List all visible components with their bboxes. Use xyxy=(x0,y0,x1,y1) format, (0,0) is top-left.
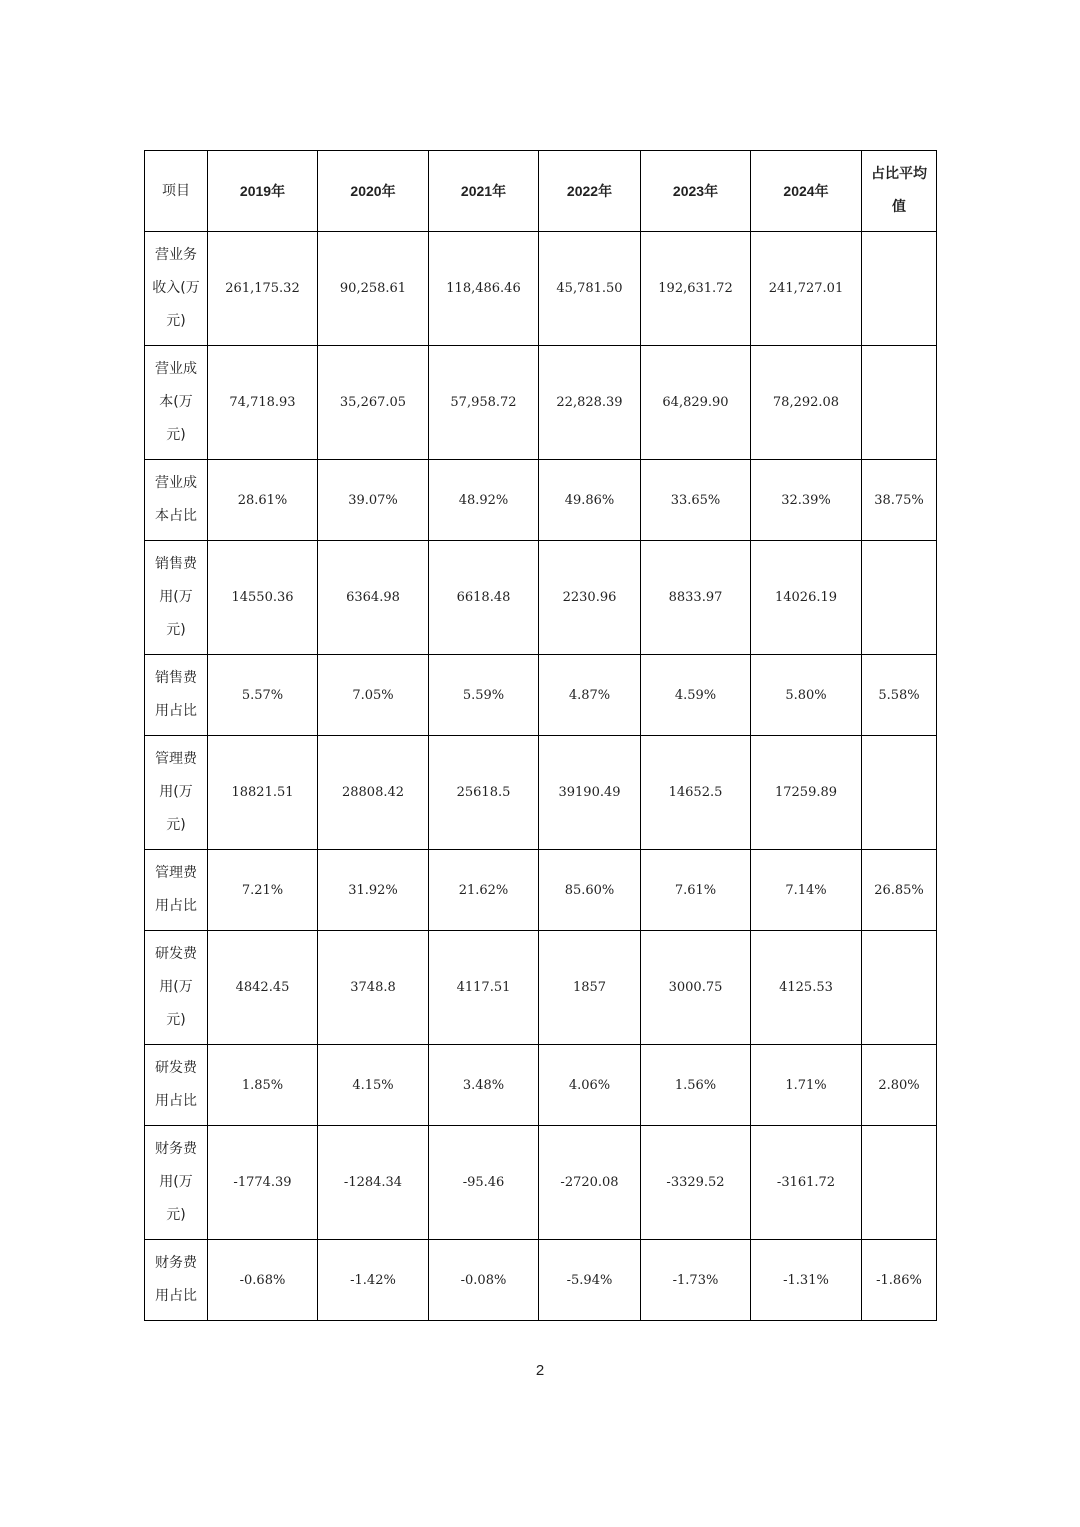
table-cell: 1.56% xyxy=(641,1045,751,1126)
table-cell: -5.94% xyxy=(539,1240,641,1321)
average-ratio-cell: 5.58% xyxy=(862,655,937,736)
table-cell: 14652.5 xyxy=(641,736,751,850)
header-average-ratio: 占比平均值 xyxy=(862,151,937,232)
header-year-2023: 2023年 xyxy=(641,151,751,232)
header-year-2024: 2024年 xyxy=(751,151,862,232)
table-row xyxy=(145,736,937,850)
table-cell: -3161.72 xyxy=(751,1126,862,1240)
average-ratio-cell: 38.75% xyxy=(862,460,937,541)
header-year-2021: 2021年 xyxy=(429,151,539,232)
row-label: 管理费用占比 xyxy=(145,850,208,931)
table-cell: 3.48% xyxy=(429,1045,539,1126)
header-year-2019: 2019年 xyxy=(208,151,318,232)
header-row xyxy=(145,151,937,232)
average-ratio-cell xyxy=(862,541,937,655)
table-cell: -1774.39 xyxy=(208,1126,318,1240)
financial-table xyxy=(144,150,937,1321)
table-cell: 7.21% xyxy=(208,850,318,931)
table-row xyxy=(145,931,937,1045)
table-row xyxy=(145,541,937,655)
table-cell: 64,829.90 xyxy=(641,346,751,460)
table-row xyxy=(145,655,937,736)
page-number: 2 xyxy=(535,1362,545,1379)
average-ratio-cell xyxy=(862,346,937,460)
table-cell: 192,631.72 xyxy=(641,232,751,346)
table-cell: -3329.52 xyxy=(641,1126,751,1240)
table-row xyxy=(145,232,937,346)
table-row xyxy=(145,850,937,931)
row-label: 财务费用占比 xyxy=(145,1240,208,1321)
table-cell: 1857 xyxy=(539,931,641,1045)
table-cell: 35,267.05 xyxy=(318,346,429,460)
row-label: 研发费用占比 xyxy=(145,1045,208,1126)
table-cell: -0.08% xyxy=(429,1240,539,1321)
table-cell: 90,258.61 xyxy=(318,232,429,346)
table-cell: 5.80% xyxy=(751,655,862,736)
header-year-2020: 2020年 xyxy=(318,151,429,232)
table-cell: 2230.96 xyxy=(539,541,641,655)
table-cell: 57,958.72 xyxy=(429,346,539,460)
table-cell: 18821.51 xyxy=(208,736,318,850)
table-cell: 241,727.01 xyxy=(751,232,862,346)
table-cell: 31.92% xyxy=(318,850,429,931)
row-label: 销售费用占比 xyxy=(145,655,208,736)
row-label: 营业务收入(万元) xyxy=(145,232,208,346)
header-item: 项目 xyxy=(145,151,208,232)
row-label: 销售费用(万元) xyxy=(145,541,208,655)
table-cell: -95.46 xyxy=(429,1126,539,1240)
average-ratio-cell: 2.80% xyxy=(862,1045,937,1126)
table-cell: 6364.98 xyxy=(318,541,429,655)
table-cell: 85.60% xyxy=(539,850,641,931)
table-cell: 7.14% xyxy=(751,850,862,931)
table-cell: 74,718.93 xyxy=(208,346,318,460)
table-cell: 4117.51 xyxy=(429,931,539,1045)
table-cell: 17259.89 xyxy=(751,736,862,850)
table-cell: 14550.36 xyxy=(208,541,318,655)
table-cell: -2720.08 xyxy=(539,1126,641,1240)
table-cell: 45,781.50 xyxy=(539,232,641,346)
table-cell: 118,486.46 xyxy=(429,232,539,346)
table-row xyxy=(145,1045,937,1126)
row-label: 管理费用(万元) xyxy=(145,736,208,850)
table-cell: 261,175.32 xyxy=(208,232,318,346)
table-cell: 1.71% xyxy=(751,1045,862,1126)
table-cell: 4.87% xyxy=(539,655,641,736)
table-cell: 28.61% xyxy=(208,460,318,541)
table-row xyxy=(145,460,937,541)
table-row xyxy=(145,1240,937,1321)
table-body xyxy=(145,232,937,1321)
table-cell: 6618.48 xyxy=(429,541,539,655)
table-cell: 14026.19 xyxy=(751,541,862,655)
table-cell: 3748.8 xyxy=(318,931,429,1045)
table-cell: 48.92% xyxy=(429,460,539,541)
table-cell: 78,292.08 xyxy=(751,346,862,460)
table-cell: 3000.75 xyxy=(641,931,751,1045)
table-row xyxy=(145,1126,937,1240)
table-cell: 28808.42 xyxy=(318,736,429,850)
table-cell: 4.59% xyxy=(641,655,751,736)
table-cell: 39.07% xyxy=(318,460,429,541)
table-cell: -1284.34 xyxy=(318,1126,429,1240)
table-cell: 4125.53 xyxy=(751,931,862,1045)
average-ratio-cell xyxy=(862,232,937,346)
table-row xyxy=(145,346,937,460)
table-cell: -1.31% xyxy=(751,1240,862,1321)
table-cell: 5.59% xyxy=(429,655,539,736)
row-label: 财务费用(万元) xyxy=(145,1126,208,1240)
table-cell: 5.57% xyxy=(208,655,318,736)
table-cell: -0.68% xyxy=(208,1240,318,1321)
table-cell: -1.73% xyxy=(641,1240,751,1321)
table-cell: 22,828.39 xyxy=(539,346,641,460)
average-ratio-cell: -1.86% xyxy=(862,1240,937,1321)
table-cell: 21.62% xyxy=(429,850,539,931)
table-cell: 39190.49 xyxy=(539,736,641,850)
average-ratio-cell xyxy=(862,931,937,1045)
average-ratio-cell: 26.85% xyxy=(862,850,937,931)
row-label: 研发费用(万元) xyxy=(145,931,208,1045)
average-ratio-cell xyxy=(862,1126,937,1240)
table-cell: 49.86% xyxy=(539,460,641,541)
table-cell: 32.39% xyxy=(751,460,862,541)
table-cell: -1.42% xyxy=(318,1240,429,1321)
table-cell: 4842.45 xyxy=(208,931,318,1045)
table-cell: 4.06% xyxy=(539,1045,641,1126)
header-year-2022: 2022年 xyxy=(539,151,641,232)
table-cell: 4.15% xyxy=(318,1045,429,1126)
table-cell: 1.85% xyxy=(208,1045,318,1126)
table-cell: 25618.5 xyxy=(429,736,539,850)
row-label: 营业成本占比 xyxy=(145,460,208,541)
table-cell: 7.61% xyxy=(641,850,751,931)
table-cell: 7.05% xyxy=(318,655,429,736)
row-label: 营业成本(万元) xyxy=(145,346,208,460)
table-cell: 8833.97 xyxy=(641,541,751,655)
average-ratio-cell xyxy=(862,736,937,850)
table-cell: 33.65% xyxy=(641,460,751,541)
